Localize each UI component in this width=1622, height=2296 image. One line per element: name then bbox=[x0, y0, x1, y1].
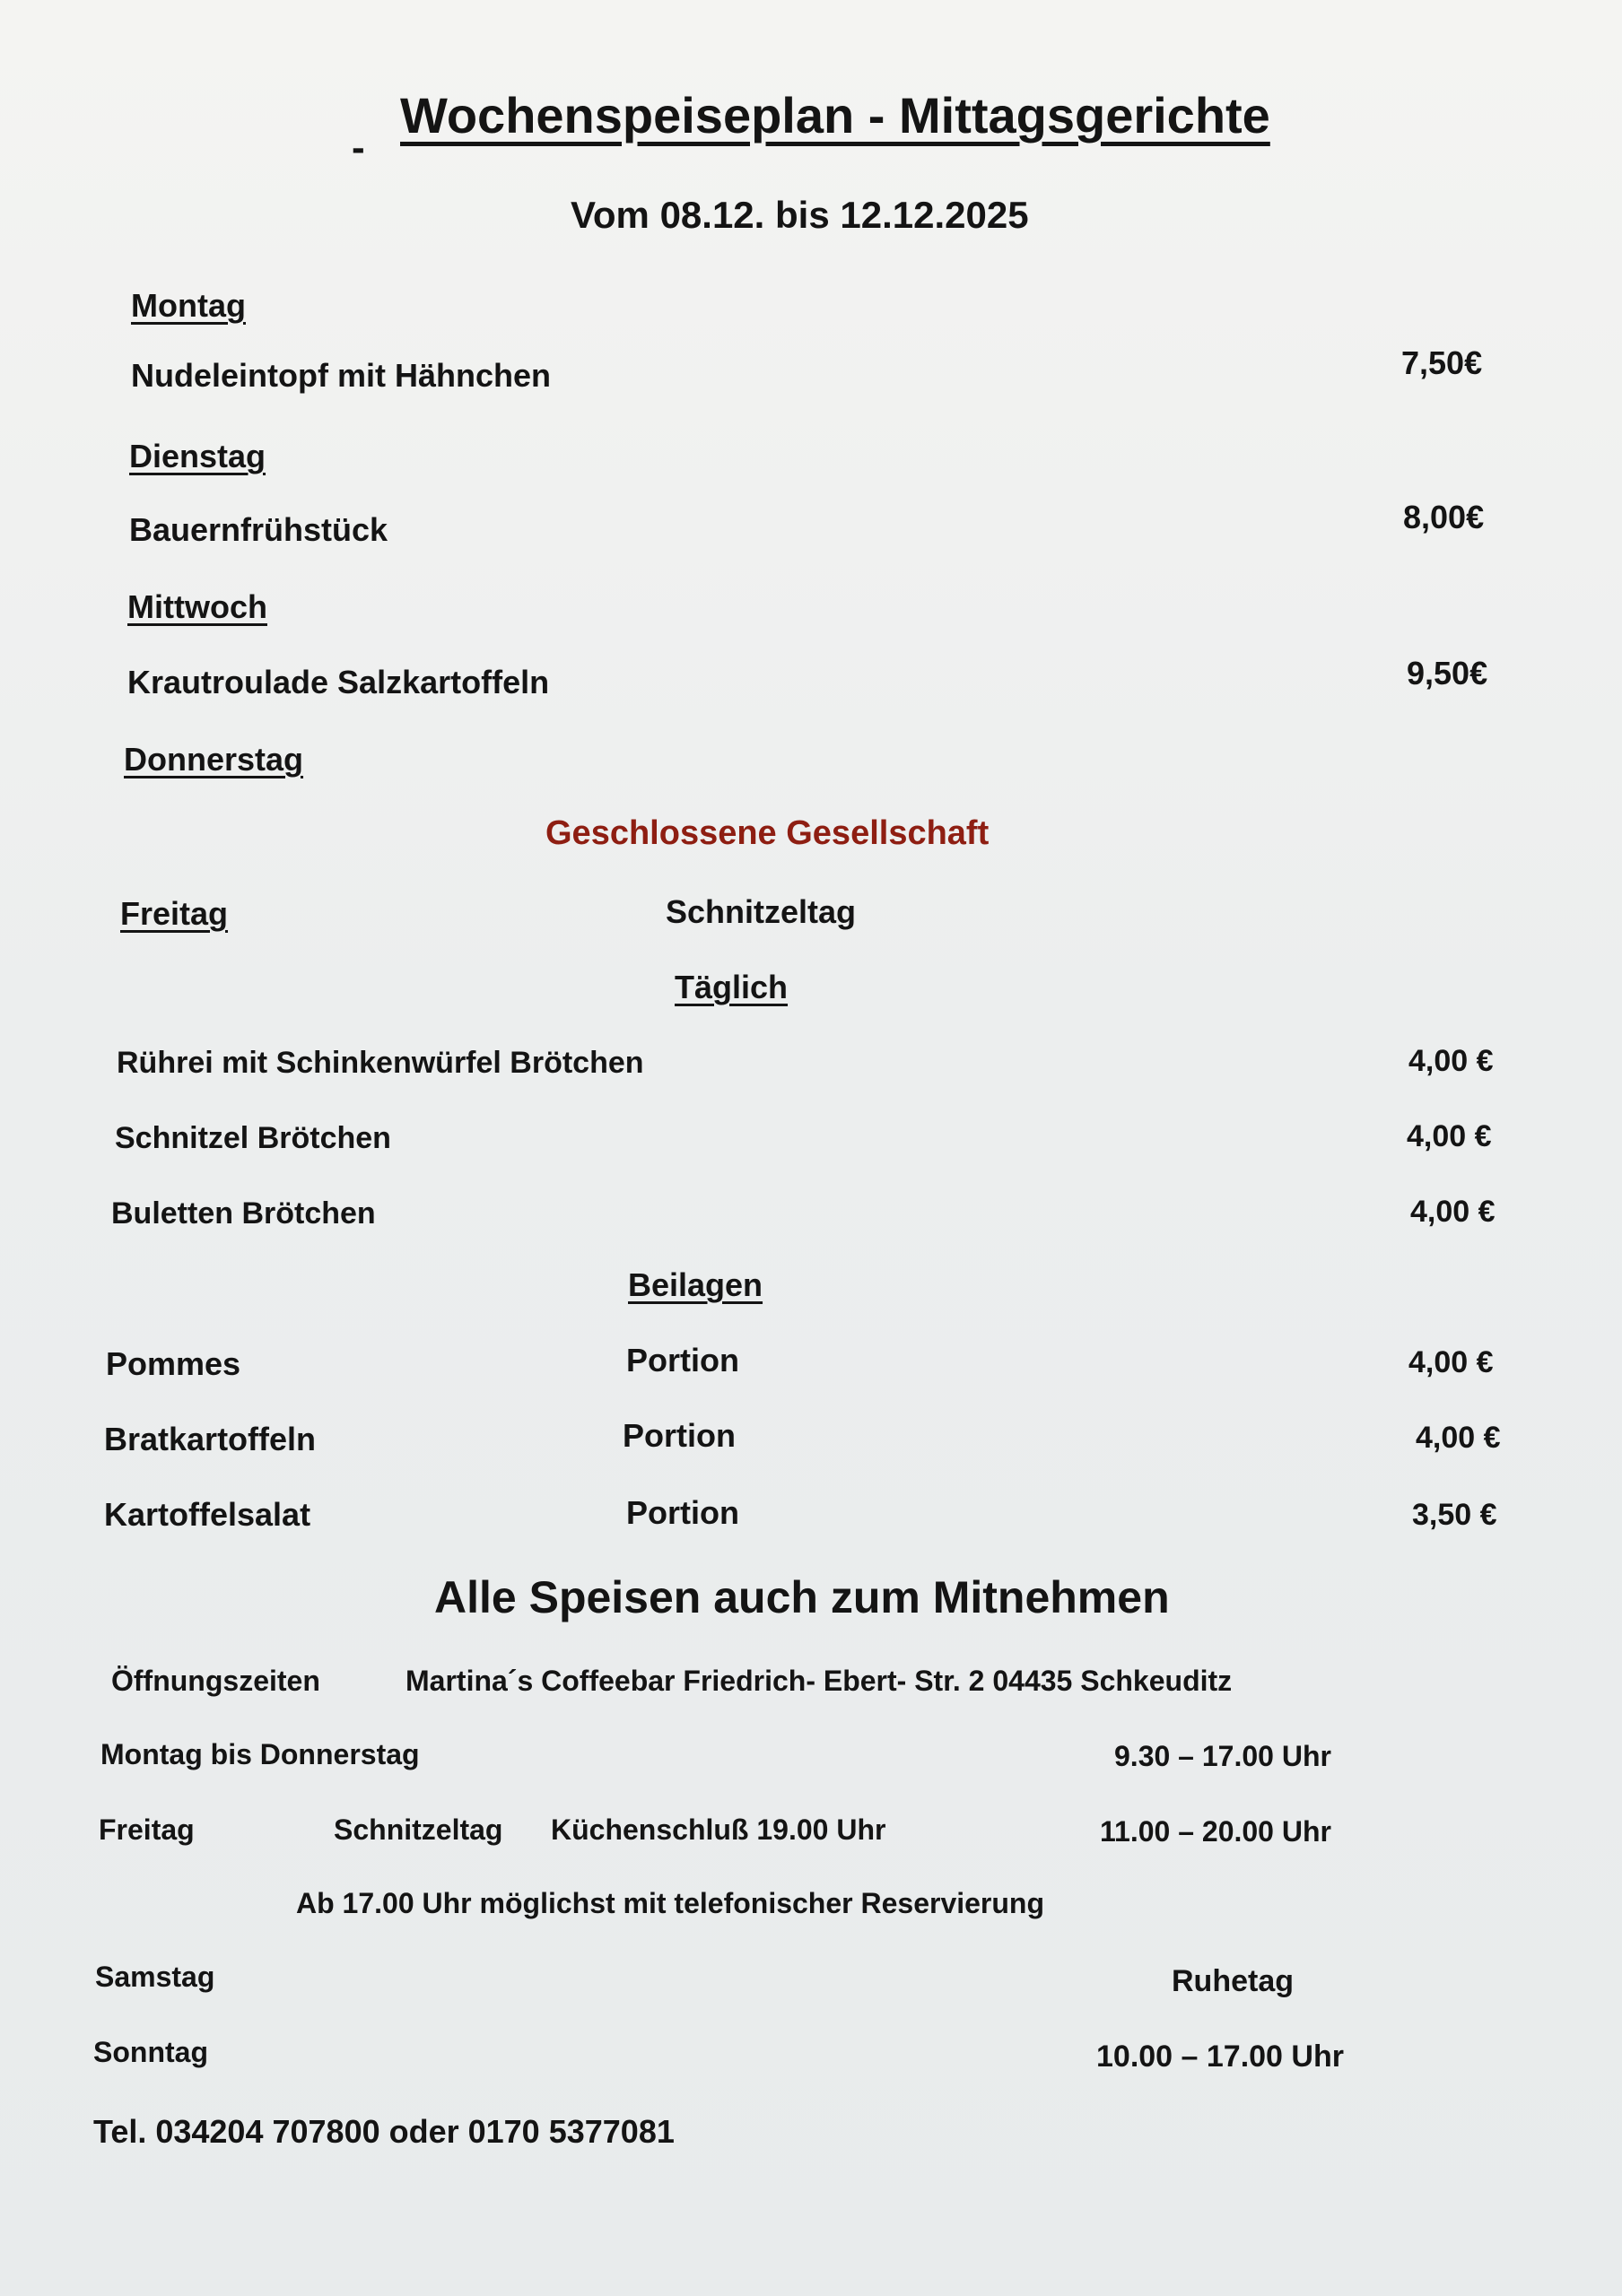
hours-sunday-day: Sonntag bbox=[93, 2036, 208, 2068]
hours-saturday: Ruhetag bbox=[1172, 1964, 1294, 1998]
day-wednesday: Mittwoch bbox=[127, 588, 267, 625]
day-friday: Freitag bbox=[120, 895, 229, 932]
hours-friday-day: Freitag bbox=[99, 1813, 195, 1846]
day-thursday: Donnerstag bbox=[124, 741, 304, 778]
side-item-unit: Portion bbox=[623, 1417, 736, 1454]
side-item-unit: Portion bbox=[626, 1342, 739, 1378]
hours-sunday: 10.00 – 17.00 Uhr bbox=[1096, 2039, 1344, 2074]
friday-event: Schnitzeltag bbox=[334, 1813, 503, 1846]
reservation-note: Ab 17.00 Uhr möglichst mit telefonischer Reservierung bbox=[296, 1887, 1045, 1919]
side-item-name: Kartoffelsalat bbox=[104, 1496, 311, 1533]
dish-tuesday: Bauernfrühstück bbox=[129, 511, 388, 548]
dish-monday: Nudeleintopf mit Hähnchen bbox=[131, 357, 551, 394]
hours-mon-thu: 9.30 – 17.00 Uhr bbox=[1114, 1740, 1331, 1772]
dish-wednesday: Krautroulade Salzkartoffeln bbox=[127, 664, 550, 700]
side-item-price: 3,50 € bbox=[1412, 1498, 1497, 1532]
daily-item-price: 4,00 € bbox=[1408, 1044, 1494, 1078]
sides-heading: Beilagen bbox=[628, 1266, 763, 1303]
title-dash: - bbox=[352, 126, 365, 170]
thursday-note: Geschlossene Gesellschaft bbox=[545, 814, 990, 852]
daily-item-name: Rührei mit Schinkenwürfel Brötchen bbox=[117, 1046, 644, 1080]
friday-note: Schnitzeltag bbox=[666, 893, 857, 930]
phone-numbers: Tel. 034204 707800 oder 0170 5377081 bbox=[93, 2113, 675, 2150]
price-monday: 7,50€ bbox=[1401, 344, 1483, 381]
day-tuesday: Dienstag bbox=[129, 438, 266, 474]
side-item-price: 4,00 € bbox=[1408, 1345, 1494, 1379]
price-tuesday: 8,00€ bbox=[1403, 499, 1485, 535]
kitchen-close: Küchenschluß 19.00 Uhr bbox=[551, 1813, 886, 1846]
hours-friday: 11.00 – 20.00 Uhr bbox=[1100, 1815, 1331, 1848]
side-item-name: Bratkartoffeln bbox=[104, 1421, 317, 1457]
side-item-unit: Portion bbox=[626, 1494, 739, 1531]
daily-heading: Täglich bbox=[675, 969, 789, 1005]
takeaway-banner: Alle Speisen auch zum Mitnehmen bbox=[434, 1572, 1170, 1622]
date-range: Vom 08.12. bis 12.12.2025 bbox=[571, 194, 1029, 236]
daily-item-name: Buletten Brötchen bbox=[111, 1196, 376, 1231]
day-monday: Montag bbox=[131, 287, 246, 324]
page-title: Wochenspeiseplan - Mittagsgerichte bbox=[400, 87, 1270, 144]
hours-saturday-day: Samstag bbox=[95, 1961, 215, 1993]
hours-label: Öffnungszeiten bbox=[111, 1665, 320, 1697]
daily-item-price: 4,00 € bbox=[1410, 1195, 1496, 1229]
address: Martina´s Coffeebar Friedrich- Ebert- Str. 2 04435 Schkeuditz bbox=[406, 1665, 1233, 1697]
daily-item-name: Schnitzel Brötchen bbox=[115, 1121, 391, 1155]
side-item-price: 4,00 € bbox=[1416, 1421, 1501, 1455]
price-wednesday: 9,50€ bbox=[1407, 655, 1488, 691]
hours-mon-thu-day: Montag bis Donnerstag bbox=[100, 1738, 420, 1770]
side-item-name: Pommes bbox=[106, 1345, 241, 1382]
daily-item-price: 4,00 € bbox=[1407, 1119, 1492, 1153]
